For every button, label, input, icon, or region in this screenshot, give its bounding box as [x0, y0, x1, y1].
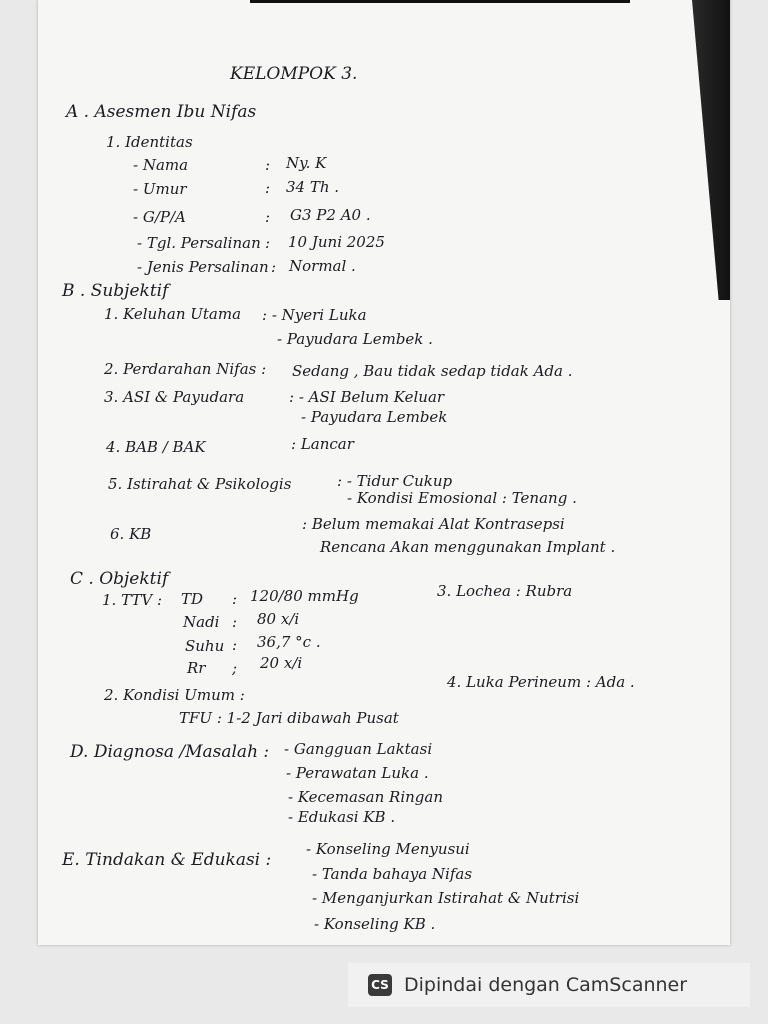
subjektif-item-line: : - ASI Belum Keluar: [289, 388, 445, 406]
tindakan-item: - Konseling KB .: [314, 915, 436, 933]
tindakan-item: - Tanda bahaya Nifas: [312, 865, 473, 883]
identitas-value: 10 Juni 2025: [288, 233, 385, 251]
paper-top-edge: [250, 0, 630, 3]
subjektif-item-line: - Kondisi Emosional : Tenang .: [347, 489, 577, 507]
tindakan-item: - Konseling Menyusui: [306, 840, 470, 858]
ttv-label: 1. TTV :: [102, 591, 163, 609]
identitas-label: - G/P/A: [133, 208, 186, 226]
identitas-label: - Umur: [133, 180, 187, 198]
subjektif-item-label: 2. Perdarahan Nifas :: [104, 360, 267, 378]
diagnosa-item: - Perawatan Luka .: [286, 764, 429, 782]
document-title: KELOMPOK 3.: [230, 64, 358, 84]
luka-perineum-line: 4. Luka Perineum : Ada .: [447, 673, 635, 691]
ttv-item-value: 80 x/i: [257, 610, 300, 628]
identitas-sep: :: [265, 208, 271, 226]
section-e-heading: E. Tindakan & Edukasi :: [62, 850, 272, 870]
ttv-item-label: TD: [181, 590, 204, 608]
ttv-item-label: Suhu: [185, 637, 225, 655]
tindakan-item: - Menganjurkan Istirahat & Nutrisi: [312, 889, 580, 907]
subjektif-item-line: - Payudara Lembek: [301, 408, 448, 426]
subjektif-item-line: : - Nyeri Luka: [262, 306, 367, 324]
ttv-item-value: 36,7 °c .: [257, 633, 321, 651]
identitas-sep: :: [265, 234, 271, 252]
identitas-sep: :: [271, 258, 277, 276]
ttv-item-sep: :: [232, 613, 238, 631]
identitas-label: - Tgl. Persalinan: [137, 234, 261, 252]
subjektif-item-line: Rencana Akan menggunakan Implant .: [320, 538, 616, 556]
subjektif-item-line: Sedang , Bau tidak sedap tidak Ada .: [292, 362, 573, 380]
ttv-item-value: 20 x/i: [260, 654, 303, 672]
identitas-label: - Nama: [133, 156, 189, 174]
tfu-line: TFU : 1-2 Jari dibawah Pusat: [179, 709, 399, 727]
camscanner-logo-icon: CS: [368, 974, 392, 996]
ttv-item-sep: :: [232, 590, 238, 608]
subjektif-item-label: 5. Istirahat & Psikologis: [108, 475, 292, 493]
section-c-heading: C . Objektif: [70, 569, 169, 589]
identitas-value: 34 Th .: [286, 178, 340, 196]
ttv-item-label: Nadi: [183, 613, 220, 631]
lochea-line: 3. Lochea : Rubra: [437, 582, 573, 600]
subjektif-item-label: 6. KB: [110, 525, 152, 543]
diagnosa-item: - Edukasi KB .: [288, 808, 396, 826]
section-a-heading: A . Asesmen Ibu Nifas: [66, 102, 257, 122]
ttv-item-sep: :: [232, 636, 238, 654]
ttv-item-value: 120/80 mmHg: [250, 587, 359, 605]
identitas-sep: :: [265, 156, 271, 174]
subjektif-item-line: : - Tidur Cukup: [337, 472, 453, 490]
identitas-value: Normal .: [289, 257, 356, 275]
subjektif-item-line: : Lancar: [291, 435, 354, 453]
diagnosa-item: - Kecemasan Ringan: [288, 788, 443, 806]
kondisi-umum-title: 2. Kondisi Umum :: [104, 686, 245, 704]
subjektif-item-label: 3. ASI & Payudara: [104, 388, 245, 406]
camscanner-watermark: [348, 963, 750, 1007]
identitas-value: G3 P2 A0 .: [290, 206, 371, 224]
subjektif-item-line: - Payudara Lembek .: [277, 330, 433, 348]
diagnosa-item: - Gangguan Laktasi: [284, 740, 433, 758]
identitas-value: Ny. K: [286, 154, 327, 172]
subjektif-item-line: : Belum memakai Alat Kontrasepsi: [302, 515, 565, 533]
section-b-heading: B . Subjektif: [62, 281, 169, 301]
camscanner-text: Dipindai dengan CamScanner: [404, 974, 688, 996]
identitas-title: 1. Identitas: [106, 133, 193, 151]
subjektif-item-label: 4. BAB / BAK: [106, 438, 206, 456]
identitas-label: - Jenis Persalinan: [137, 258, 269, 276]
ttv-item-sep: ;: [232, 659, 238, 677]
ttv-item-label: Rr: [187, 659, 206, 677]
subjektif-item-label: 1. Keluhan Utama: [104, 305, 242, 323]
identitas-sep: :: [265, 179, 271, 197]
section-d-heading: D. Diagnosa /Masalah :: [70, 742, 270, 762]
